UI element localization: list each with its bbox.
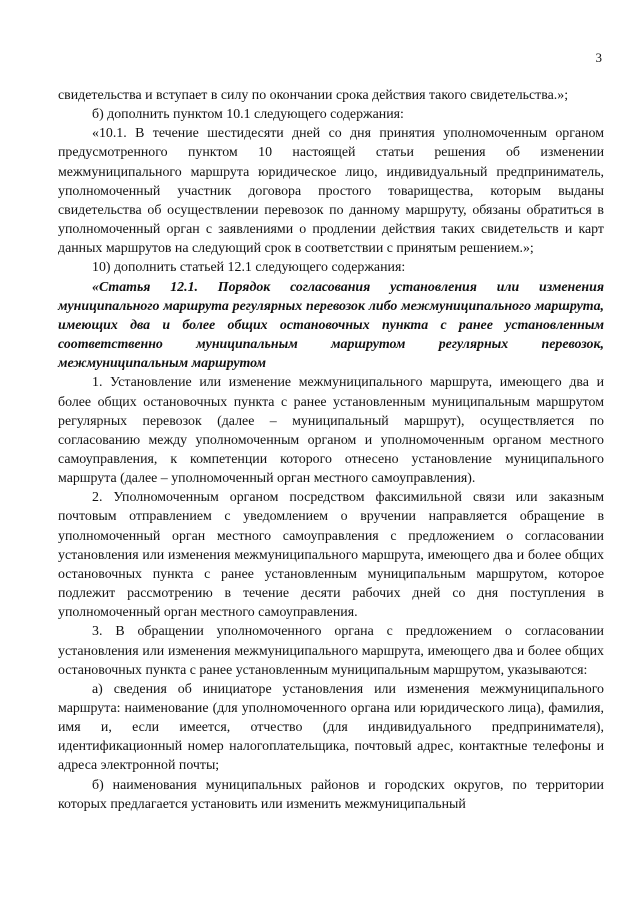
paragraph-clause-10-1: «10.1. В течение шестидесяти дней со дня принятия уполномоченным органом предусмотренного пунктом 10 настоящей статьи решения об изменении межмуниципального маршрута юридическое лицо, индивидуальный предприниматель, уполномоченный участник договора простого товарищества, которым выданы свидетельства об осуществлении перевозок по данному маршруту, обязаны обратиться в уполномоченный орган с заявлениями о продлении действия таких свидетельств и карт данных маршрутов на следующий срок в соответствии с принятым решением.»;	[58, 126, 604, 257]
paragraph-amendment-b: б) дополнить пунктом 10.1 следующего содержания:	[92, 107, 404, 123]
paragraph-subitem-a: а) сведения об инициаторе установления или изменения межмуниципального маршрута: наименование (для уполномоченного органа или юридического лица), фамилия, имя и, если имеется, отчество (для индивидуального предпринимателя), идентификационный номер налогоплательщика, почтовый адрес, контактные телефоны и адреса электронной почты;	[58, 681, 604, 774]
document-body	[58, 86, 604, 814]
paragraph-item-3: 3. В обращении уполномоченного органа с предложением о согласовании установления или изменения межмуниципального маршрута, имеющего два и более общих остановочных пункта с ранее установленным муниципальным маршрутом, указываются:	[58, 624, 604, 678]
paragraph-item-2: 2. Уполномоченным органом посредством факсимильной связи или заказным почтовым отправлением с уведомлением о вручении направляется обращение в уполномоченный орган местного самоуправления с предложением о согласовании установления или изменения межмуниципального маршрута, имеющего два и более общих остановочных пункта с ранее установленным муниципальным маршрутом, которое подлежит рассмотрению в течение десяти рабочих дней со дня поступления в уполномоченный орган местного самоуправления.	[58, 490, 604, 621]
article-12-1-heading: «Статья 12.1. Порядок согласования установления или изменения муниципального маршрута регулярных перевозок либо межмуниципального маршрута, имеющих два и более общих остановочных пункта с ранее установленным соответственно муниципальным маршрутом регулярных перевозок, межмуниципальным маршрутом	[58, 279, 604, 372]
paragraph-item-1: 1. Установление или изменение межмуниципального маршрута, имеющего два и более общих остановочных пункта с ранее установленным муниципальным маршрутом регулярных перевозок (далее – муниципальный маршрут), осуществляется по согласованию между уполномоченным органом и уполномоченным органом местного самоуправления, к компетенции которого отнесено установление муниципального маршрута (далее – уполномоченный орган местного самоуправления).	[58, 375, 604, 487]
paragraph-amendment-10: 10) дополнить статьей 12.1 следующего содержания:	[92, 260, 406, 276]
paragraph-subitem-b: б) наименования муниципальных районов и городских округов, по территории которых предлагается установить или изменить межмуниципальный	[58, 777, 604, 812]
paragraph-continuation: свидетельства и вступает в силу по окончании срока действия такого свидетельства.»;	[58, 88, 569, 103]
page-number: 3	[595, 50, 602, 65]
